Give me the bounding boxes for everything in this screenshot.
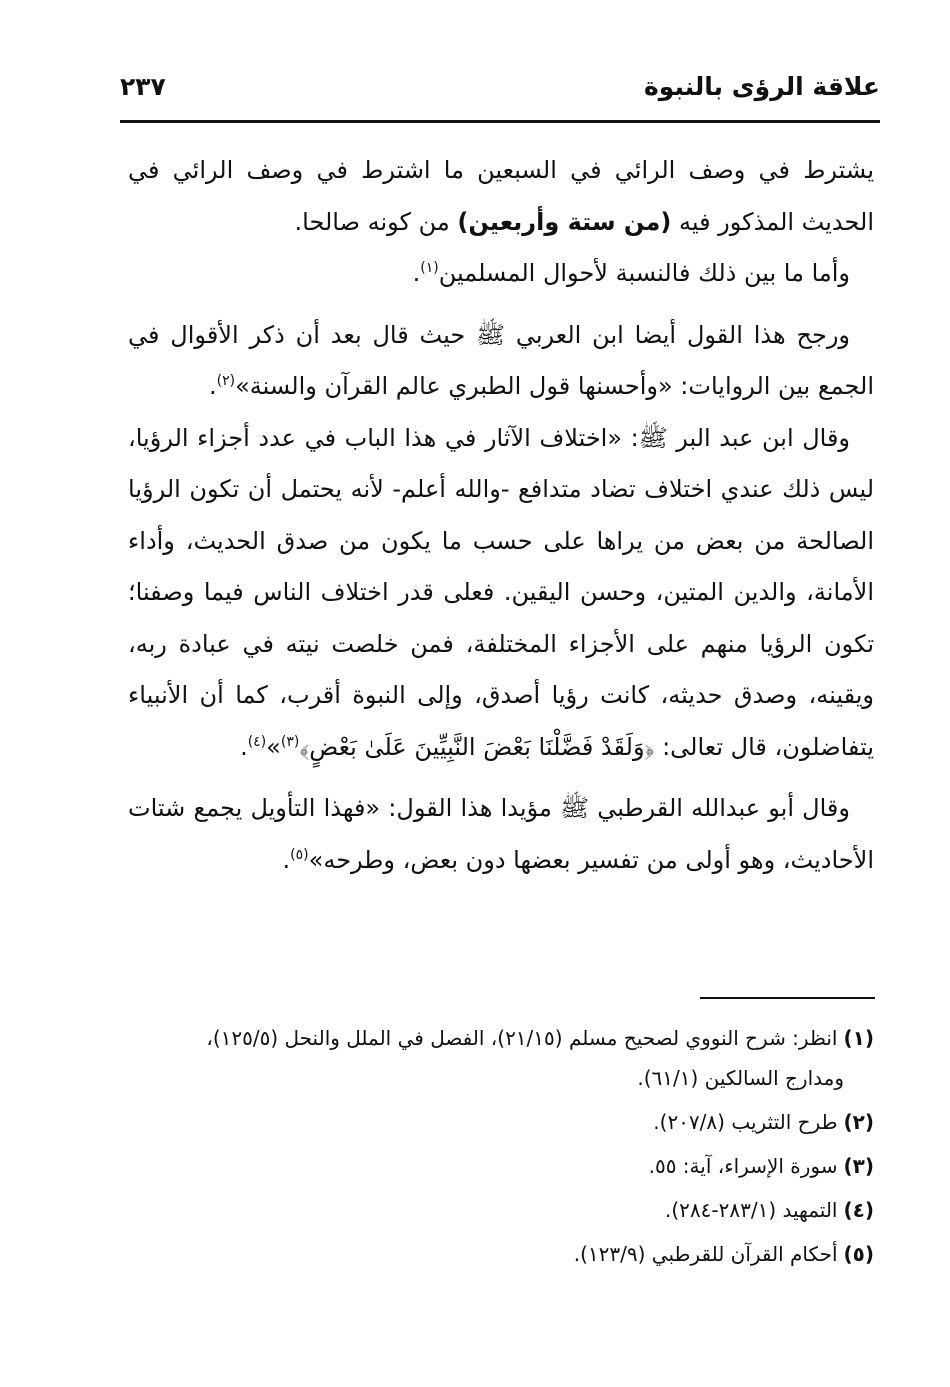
footnote-divider [700,997,875,999]
paragraph-5: وقال أبو عبدالله القرطبي ﷺ مؤيدا هذا القول: «فهذا التأويل يجمع شتات الأحاديث، وهو أولى من تفسير بعضها دون بعض، وطرحه»$^{(٥)}$. [128,794,874,874]
footnote-number: (٢) [843,1110,874,1134]
footnotes [128,1018,874,1278]
bold-phrase: (من ستة وأربعين) [457,207,672,236]
footnote-3 [128,1146,874,1186]
page-number: ٢٣٧ [120,72,166,101]
footnote-text: التمهيد (٢٨٣/١-٢٨٤). [664,1198,838,1222]
footnote-ref: (٥) [290,846,309,863]
footnote-5 [128,1234,874,1274]
paragraph-4: وقال ابن عبد البر ﷺ: «اختلاف الآثار في هذا الباب في عدد أجزاء الرؤيا، ليس ذلك عندي اختلاف تضاد متدافع -والله أعلم- لأنه يحتمل أن تكون الرؤيا الصالحة من بعض من يراها على حسب ما يكون من صدق الحديث، وأداء الأمانة، والدين المتين، وحسن اليقين. فعلى قدر اختلاف الناس فيما وصفنا؛ تكون الرؤيا منهم على الأجزاء المختلفة، فمن خلصت نيته في عبادة ربه، ويقينه، وصدق حديثه، كانت رؤيا أصدق، وإلى النبوة أقرب، كما أن الأنبياء يتفاضلون، قال تعالى: ﴿وَلَقَدْ فَضَّلْنَا بَعْضَ النَّبِيِّينَ عَلَىٰ بَعْضٍ﴾$^{(٣)}$»$^{(٤)}$. [128,423,874,761]
paragraph-3: ورجح هذا القول أيضا ابن العربي ﷺ حيث قال بعد أن ذكر الأقوال في الجمع بين الروايات: «وأحسنها قول الطبري عالم القرآن والسنة»$^{(٢)}$. [128,320,874,400]
footnote-number: (١) [843,1026,874,1050]
footnote-number: (٤) [843,1198,874,1222]
footnote-ref: (٢) [216,373,236,389]
footnote-1 [128,1018,874,1098]
paragraph-1: يشترط في وصف الرائي في السبعين ما اشترط في وصف الرائي في الحديث المذكور فيه (من ستة وأربعين) من كونه صالحا. [128,156,874,236]
footnote-number: (٥) [843,1242,874,1266]
footnote-2 [128,1102,874,1142]
footnote-text: سورة الإسراء، آية: ٥٥. [648,1154,838,1178]
footnote-text: انظر: شرح النووي لصحيح مسلم (٢١/١٥)، الفصل في الملل والنحل (١٢٥/٥)، [206,1026,838,1050]
footnote-ref: (١) [420,260,439,276]
header-divider [120,120,880,123]
footnote-ref: (٣) [280,733,300,750]
paragraph-2: وأما ما بين ذلك فالنسبة لأحوال المسلمين$^{(١)}$. [412,259,850,287]
footnote-text: أحكام القرآن للقرطبي (١٢٣/٩). [573,1242,838,1266]
footnote-4 [128,1190,874,1230]
page-header [120,60,880,122]
footnote-number: (٣) [843,1154,874,1178]
footnote-ref: (٤) [247,733,267,750]
footnote-text: طرح التثريب (٢٠٧/٨). [653,1110,838,1134]
running-title: علاقة الرؤى بالنبوة [644,72,880,101]
footnote-continuation: ومدارج السالكين (٦١/١). [637,1066,844,1090]
main-text [128,145,874,886]
